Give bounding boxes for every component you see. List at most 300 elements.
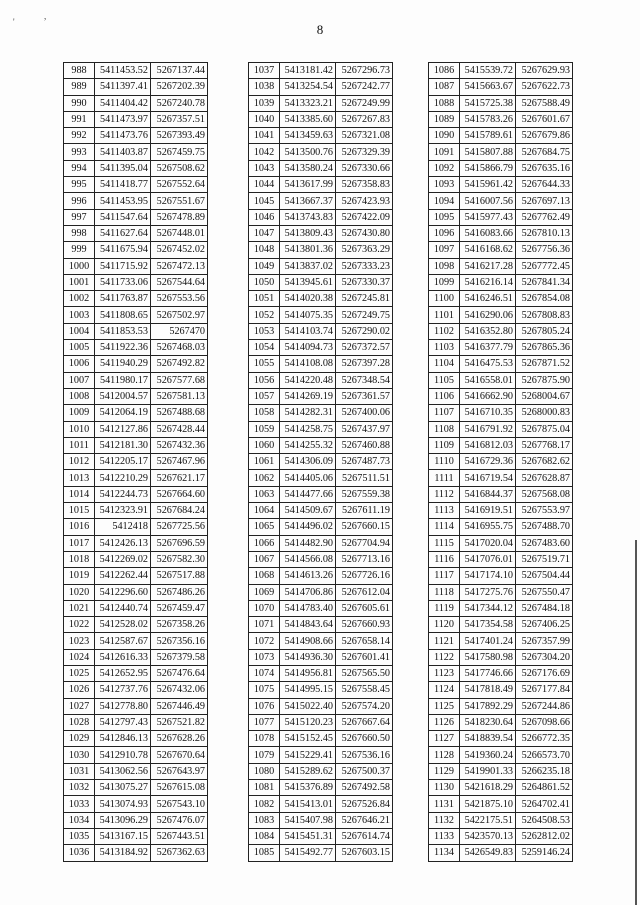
point-number: 1038 [249,79,280,95]
y-coordinate: 5267768.17 [516,437,573,453]
table-row [64,828,208,844]
y-coordinate: 5267448.01 [151,225,208,241]
table-row [249,128,393,144]
point-number: 1008 [64,388,95,404]
table-row [64,617,208,633]
table-row [429,258,573,274]
table-row [64,258,208,274]
x-coordinate: 5416812.03 [460,437,516,453]
table-row [429,291,573,307]
x-coordinate: 5413074.93 [95,796,151,812]
table-row [429,128,573,144]
x-coordinate: 5413580.24 [280,160,336,176]
y-coordinate: 5267492.82 [151,356,208,372]
y-coordinate: 5267526.84 [336,796,393,812]
table-row [249,763,393,779]
y-coordinate: 5267550.47 [516,584,573,600]
table-row [64,209,208,225]
x-coordinate: 5416083.66 [460,225,516,241]
y-coordinate: 5267476.64 [151,665,208,681]
x-coordinate: 5412210.29 [95,470,151,486]
table-row [64,421,208,437]
x-coordinate: 5414220.48 [280,372,336,388]
x-coordinate: 5411453.95 [95,193,151,209]
point-number: 1036 [64,845,95,861]
y-coordinate: 5267296.73 [336,63,393,79]
table-row [64,763,208,779]
x-coordinate: 5416919.51 [460,503,516,519]
table-row [64,242,208,258]
table-row [429,763,573,779]
x-coordinate: 5411922.36 [95,340,151,356]
x-coordinate: 5414783.40 [280,600,336,616]
point-number: 1045 [249,193,280,209]
x-coordinate: 5411715.92 [95,258,151,274]
x-coordinate: 5415120.23 [280,714,336,730]
x-coordinate: 5415022.40 [280,698,336,714]
y-coordinate: 5267553.97 [516,503,573,519]
table-row [64,698,208,714]
y-coordinate: 5267472.13 [151,258,208,274]
table-row [64,845,208,861]
x-coordinate: 5412797.43 [95,714,151,730]
point-number: 1032 [64,780,95,796]
y-coordinate: 5267536.16 [336,747,393,763]
y-coordinate: 5267358.83 [336,177,393,193]
table-row [249,144,393,160]
point-number: 1013 [64,470,95,486]
y-coordinate: 5267614.74 [336,828,393,844]
point-number: 1126 [429,714,460,730]
table-row [249,421,393,437]
x-coordinate: 5417020.04 [460,535,516,551]
point-number: 1057 [249,388,280,404]
point-number: 1097 [429,242,460,258]
point-number: 1133 [429,828,460,844]
table-row [429,307,573,323]
point-number: 989 [64,79,95,95]
y-coordinate: 5267519.71 [516,551,573,567]
x-coordinate: 5415961.42 [460,177,516,193]
table-row [249,796,393,812]
point-number: 1066 [249,535,280,551]
x-coordinate: 5426549.83 [460,845,516,861]
point-number: 993 [64,144,95,160]
y-coordinate: 5267443.51 [151,828,208,844]
point-number: 1059 [249,421,280,437]
table-row [429,665,573,681]
x-coordinate: 5412262.44 [95,568,151,584]
table-row [249,665,393,681]
y-coordinate: 5267854.08 [516,291,573,307]
y-coordinate: 5267805.24 [516,323,573,339]
point-number: 1006 [64,356,95,372]
table-row [64,780,208,796]
table-row [429,437,573,453]
y-coordinate: 5267176.69 [516,665,573,681]
y-coordinate: 5267437.97 [336,421,393,437]
y-coordinate: 5267667.64 [336,714,393,730]
point-number: 1123 [429,665,460,681]
y-coordinate: 5267379.58 [151,649,208,665]
x-coordinate: 5419901.33 [460,763,516,779]
point-number: 1090 [429,128,460,144]
point-number: 1086 [429,63,460,79]
y-coordinate: 5267321.08 [336,128,393,144]
y-coordinate: 5267660.93 [336,617,393,633]
point-number: 1098 [429,258,460,274]
table-row [429,551,573,567]
table-row [429,600,573,616]
page-number: 8 [316,22,324,37]
y-coordinate: 5266235.18 [516,763,573,779]
x-coordinate: 5417076.01 [460,551,516,567]
y-coordinate: 5267492.58 [336,780,393,796]
y-coordinate: 5267684.24 [151,503,208,519]
x-coordinate: 5415289.62 [280,763,336,779]
point-number: 1022 [64,617,95,633]
point-number: 1001 [64,274,95,290]
y-coordinate: 5267574.20 [336,698,393,714]
point-number: 1005 [64,340,95,356]
table-row [429,812,573,828]
table-row [429,698,573,714]
x-coordinate: 5413809.43 [280,225,336,241]
table-row [249,274,393,290]
table-row [249,111,393,127]
y-coordinate: 5267553.56 [151,291,208,307]
x-coordinate: 5414405.06 [280,470,336,486]
table-row [249,535,393,551]
table-row [429,780,573,796]
table-row [429,193,573,209]
point-number: 1028 [64,714,95,730]
table-row [249,437,393,453]
point-number: 1070 [249,600,280,616]
point-number: 1035 [64,828,95,844]
y-coordinate: 5267488.70 [516,519,573,535]
table-row [429,682,573,698]
x-coordinate: 5416475.53 [460,356,516,372]
x-coordinate: 5414103.74 [280,323,336,339]
y-coordinate: 5268000.83 [516,405,573,421]
point-number: 1018 [64,551,95,567]
point-number: 1106 [429,388,460,404]
x-coordinate: 5412004.57 [95,388,151,404]
point-number: 1015 [64,503,95,519]
x-coordinate: 5417818.49 [460,682,516,698]
x-coordinate: 5414706.86 [280,584,336,600]
point-number: 1054 [249,340,280,356]
x-coordinate: 5416710.35 [460,405,516,421]
point-number: 1067 [249,551,280,567]
table-row [429,63,573,79]
y-coordinate: 5267460.88 [336,437,393,453]
table-row [249,845,393,861]
y-coordinate: 5267423.93 [336,193,393,209]
table-row [64,812,208,828]
point-number: 1023 [64,633,95,649]
point-number: 1078 [249,731,280,747]
y-coordinate: 5267660.15 [336,519,393,535]
point-number: 997 [64,209,95,225]
point-number: 1088 [429,95,460,111]
point-number: 1104 [429,356,460,372]
point-number: 991 [64,111,95,127]
x-coordinate: 5414936.30 [280,649,336,665]
y-coordinate: 5267406.25 [516,617,573,633]
table-row [249,633,393,649]
y-coordinate: 5267582.30 [151,551,208,567]
table-row [429,340,573,356]
point-number: 1077 [249,714,280,730]
table-row [64,486,208,502]
table-row [64,95,208,111]
table-row [429,144,573,160]
point-number: 1025 [64,665,95,681]
point-number: 998 [64,225,95,241]
x-coordinate: 5416844.37 [460,486,516,502]
x-coordinate: 5417746.66 [460,665,516,681]
x-coordinate: 5413062.56 [95,763,151,779]
point-number: 1073 [249,649,280,665]
x-coordinate: 5416729.36 [460,454,516,470]
x-coordinate: 5413096.29 [95,812,151,828]
point-number: 1031 [64,763,95,779]
y-coordinate: 5267468.03 [151,340,208,356]
point-number: 1046 [249,209,280,225]
x-coordinate: 5412296.60 [95,584,151,600]
point-number: 1075 [249,682,280,698]
table-row [249,649,393,665]
table-row [64,307,208,323]
x-coordinate: 5413617.99 [280,177,336,193]
table-row [249,79,393,95]
y-coordinate: 5267488.68 [151,405,208,421]
table-row [249,160,393,176]
y-coordinate: 5267726.16 [336,568,393,584]
y-coordinate: 5267502.97 [151,307,208,323]
point-number: 1107 [429,405,460,421]
table-row [64,682,208,698]
y-coordinate: 5267670.64 [151,747,208,763]
x-coordinate: 5413181.42 [280,63,336,79]
x-coordinate: 5412528.02 [95,617,151,633]
y-coordinate: 5267552.64 [151,177,208,193]
table-row [64,437,208,453]
table-row [429,405,573,421]
x-coordinate: 5416719.54 [460,470,516,486]
y-coordinate: 5267643.97 [151,763,208,779]
y-coordinate: 5267544.64 [151,274,208,290]
y-coordinate: 5267240.78 [151,95,208,111]
point-number: 1071 [249,617,280,633]
point-number: 1037 [249,63,280,79]
x-coordinate: 5411980.17 [95,372,151,388]
y-coordinate: 5267249.99 [336,95,393,111]
x-coordinate: 5413743.83 [280,209,336,225]
y-coordinate: 5267871.52 [516,356,573,372]
table-row [429,828,573,844]
table-row [249,209,393,225]
table-row [429,470,573,486]
y-coordinate: 5267393.49 [151,128,208,144]
point-number: 1056 [249,372,280,388]
y-coordinate: 5267841.34 [516,274,573,290]
point-number: 1064 [249,503,280,519]
y-coordinate: 5266772.35 [516,731,573,747]
point-number: 1074 [249,665,280,681]
point-number: 1089 [429,111,460,127]
point-number: 1003 [64,307,95,323]
table-row [429,225,573,241]
y-coordinate: 5267467.96 [151,454,208,470]
y-coordinate: 5267504.44 [516,568,573,584]
point-number: 1118 [429,584,460,600]
table-row [429,845,573,861]
y-coordinate: 5267558.45 [336,682,393,698]
point-number: 1115 [429,535,460,551]
x-coordinate: 5413385.60 [280,111,336,127]
y-coordinate: 5267810.13 [516,225,573,241]
table-row [429,209,573,225]
table-row [429,486,573,502]
x-coordinate: 5413459.63 [280,128,336,144]
point-number: 1010 [64,421,95,437]
point-number: 1007 [64,372,95,388]
y-coordinate: 5267487.73 [336,454,393,470]
table-row [64,568,208,584]
y-coordinate: 5267242.77 [336,79,393,95]
table-row [64,405,208,421]
point-number: 1052 [249,307,280,323]
x-coordinate: 5414108.08 [280,356,336,372]
point-number: 1114 [429,519,460,535]
point-number: 1053 [249,323,280,339]
table-row [429,519,573,535]
table-row [64,340,208,356]
point-number: 1109 [429,437,460,453]
x-coordinate: 5413184.92 [95,845,151,861]
table-row [249,714,393,730]
point-number: 1084 [249,828,280,844]
y-coordinate: 5264861.52 [516,780,573,796]
table-row [64,551,208,567]
y-coordinate: 5267551.67 [151,193,208,209]
table-row [249,617,393,633]
point-number: 1021 [64,600,95,616]
y-coordinate: 5267697.13 [516,193,573,209]
y-coordinate: 5267725.56 [151,519,208,535]
table-row [249,388,393,404]
y-coordinate: 5267290.02 [336,323,393,339]
x-coordinate: 5414020.38 [280,291,336,307]
y-coordinate: 5267565.50 [336,665,393,681]
x-coordinate: 5416955.75 [460,519,516,535]
point-number: 1085 [249,845,280,861]
point-number: 1101 [429,307,460,323]
table-row [249,584,393,600]
y-coordinate: 5267875.04 [516,421,573,437]
point-number: 1091 [429,144,460,160]
y-coordinate: 5259146.24 [516,845,573,861]
x-coordinate: 5413837.02 [280,258,336,274]
point-number: 1029 [64,731,95,747]
table-row [64,633,208,649]
x-coordinate: 5414613.26 [280,568,336,584]
point-number: 1125 [429,698,460,714]
x-coordinate: 5415229.41 [280,747,336,763]
y-coordinate: 5267486.26 [151,584,208,600]
x-coordinate: 5419360.24 [460,747,516,763]
y-coordinate: 5267622.73 [516,79,573,95]
table-row [249,731,393,747]
table-row [64,144,208,160]
x-coordinate: 5412418 [95,519,151,535]
point-number: 1069 [249,584,280,600]
table-row [429,454,573,470]
x-coordinate: 5415539.72 [460,63,516,79]
x-coordinate: 5413323.21 [280,95,336,111]
y-coordinate: 5267484.18 [516,600,573,616]
y-coordinate: 5267628.26 [151,731,208,747]
x-coordinate: 5416007.56 [460,193,516,209]
y-coordinate: 5267559.38 [336,486,393,502]
point-number: 1095 [429,209,460,225]
x-coordinate: 5414566.08 [280,551,336,567]
y-coordinate: 5267629.93 [516,63,573,79]
table-row [64,323,208,339]
point-number: 992 [64,128,95,144]
x-coordinate: 5416662.90 [460,388,516,404]
point-number: 1129 [429,763,460,779]
x-coordinate: 5415866.79 [460,160,516,176]
table-row [429,356,573,372]
point-number: 1093 [429,177,460,193]
y-coordinate: 5267372.57 [336,340,393,356]
scan-mark: ' [13,17,15,27]
point-number: 1072 [249,633,280,649]
point-number: 1108 [429,421,460,437]
x-coordinate: 5416216.14 [460,274,516,290]
y-coordinate: 5267875.90 [516,372,573,388]
point-number: 1081 [249,780,280,796]
table-row [429,160,573,176]
x-coordinate: 5411418.77 [95,177,151,193]
table-row [249,356,393,372]
point-number: 1043 [249,160,280,176]
table-row [64,731,208,747]
x-coordinate: 5414306.09 [280,454,336,470]
point-number: 1011 [64,437,95,453]
table-row [429,111,573,127]
y-coordinate: 5267267.83 [336,111,393,127]
point-number: 1012 [64,454,95,470]
point-number: 1134 [429,845,460,861]
x-coordinate: 5416290.06 [460,307,516,323]
y-coordinate: 5267772.45 [516,258,573,274]
x-coordinate: 5423570.13 [460,828,516,844]
point-number: 1096 [429,225,460,241]
x-coordinate: 5412426.13 [95,535,151,551]
x-coordinate: 5415492.77 [280,845,336,861]
y-coordinate: 5267432.36 [151,437,208,453]
y-coordinate: 5267644.33 [516,177,573,193]
point-number: 1027 [64,698,95,714]
table-row [64,665,208,681]
y-coordinate: 5266573.70 [516,747,573,763]
y-coordinate: 5267704.94 [336,535,393,551]
